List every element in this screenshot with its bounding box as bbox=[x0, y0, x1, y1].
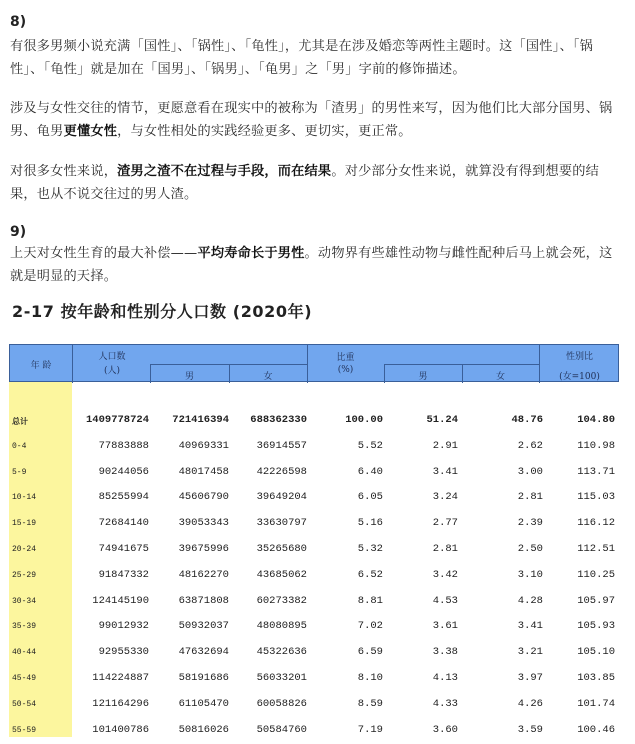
cell-ratio: 105.10 bbox=[577, 646, 615, 659]
cell-pct_m: 2.91 bbox=[432, 439, 458, 452]
cell-pct: 8.59 bbox=[357, 697, 383, 710]
cell-total: 77883888 bbox=[98, 439, 149, 452]
table-row bbox=[9, 408, 619, 434]
cell-ratio: 105.93 bbox=[577, 620, 615, 633]
cell-pct_f: 3.59 bbox=[517, 723, 543, 736]
cell-total: 72684140 bbox=[98, 517, 149, 530]
table-row bbox=[9, 718, 619, 744]
cell-pct_f: 2.50 bbox=[517, 543, 543, 555]
cell-male: 58191686 bbox=[178, 672, 229, 684]
cell-pct_m: 3.38 bbox=[432, 646, 458, 659]
cell-female: 50584760 bbox=[256, 723, 307, 736]
cell-male: 48017458 bbox=[178, 465, 229, 478]
cell-male: 39053343 bbox=[178, 517, 229, 530]
paragraph-text: 。动物界有些雄性动物与雌性配种后马上就会死，这就是明显的天择。 bbox=[10, 246, 613, 284]
cell-ratio: 115.03 bbox=[577, 491, 615, 504]
cell-male: 61105470 bbox=[178, 697, 229, 710]
cell-pct_f: 3.10 bbox=[517, 568, 543, 581]
paragraph-text: 。对少部分女性来说，就算没有得到想要的结果，也从不说交往过的男人渣。 bbox=[10, 164, 600, 202]
cell-pct_f: 2.39 bbox=[517, 517, 543, 530]
section-9-number: 9) bbox=[10, 224, 27, 240]
cell-female: 60058826 bbox=[256, 697, 307, 710]
cell-total: 74941675 bbox=[98, 543, 149, 555]
table-row bbox=[9, 434, 619, 460]
cell-pct_m: 3.61 bbox=[432, 620, 458, 633]
cell-pct: 7.02 bbox=[357, 620, 383, 633]
table-row bbox=[9, 692, 619, 718]
cell-female: 56033201 bbox=[256, 672, 307, 684]
cell-pct: 6.59 bbox=[357, 646, 383, 659]
cell-total: 92955330 bbox=[98, 646, 149, 659]
cell-pct_m: 3.60 bbox=[432, 723, 458, 736]
population-table bbox=[9, 344, 619, 737]
header-ratio-unit: (%) bbox=[337, 365, 354, 375]
cell-male: 50932037 bbox=[178, 620, 229, 633]
cell-ratio: 116.12 bbox=[577, 517, 615, 530]
cell-total: 121164296 bbox=[92, 697, 149, 710]
cell-age: 45-49 bbox=[12, 674, 37, 683]
cell-male: 40969331 bbox=[178, 439, 229, 452]
emphasis-text: 渣男之渣不在过程与手段，而在结果 bbox=[117, 164, 332, 179]
cell-age: 30-34 bbox=[12, 596, 37, 606]
cell-pct_m: 3.42 bbox=[432, 568, 458, 581]
header-ratio: 比重 bbox=[336, 353, 355, 363]
cell-pct_f: 4.26 bbox=[517, 697, 543, 710]
cell-age: 10-14 bbox=[12, 493, 37, 503]
cell-total: 99012932 bbox=[98, 620, 149, 633]
table-row bbox=[9, 666, 619, 692]
cell-male: 721416394 bbox=[172, 414, 229, 426]
cell-pct_f: 48.76 bbox=[511, 414, 543, 426]
cell-pct_m: 51.24 bbox=[426, 414, 458, 426]
table-row bbox=[9, 640, 619, 666]
cell-age: 35-39 bbox=[12, 622, 37, 632]
cell-male: 63871808 bbox=[178, 594, 229, 607]
table-row bbox=[9, 563, 619, 589]
cell-age: 50-54 bbox=[12, 699, 37, 709]
table-header bbox=[9, 344, 619, 382]
cell-age: 25-29 bbox=[12, 570, 37, 580]
table-row bbox=[9, 485, 619, 511]
cell-total: 124145190 bbox=[92, 594, 149, 607]
cell-pct: 6.05 bbox=[357, 491, 383, 504]
cell-female: 42226598 bbox=[256, 465, 307, 478]
cell-age: 55-59 bbox=[12, 725, 37, 735]
cell-female: 45322636 bbox=[256, 646, 307, 659]
header-female-pct: 女 bbox=[495, 372, 505, 382]
cell-pct: 8.81 bbox=[357, 594, 383, 607]
header-age: 年 龄 bbox=[30, 361, 52, 371]
cell-pct_f: 3.21 bbox=[517, 646, 543, 659]
table-row bbox=[9, 537, 619, 563]
cell-pct: 8.10 bbox=[357, 672, 383, 684]
header-sex-ratio-unit: (女=100) bbox=[559, 372, 600, 382]
cell-pct: 7.19 bbox=[357, 723, 383, 736]
paragraph-text: ，与女性相处的实践经验更多、更切实，更正常。 bbox=[117, 124, 412, 139]
table-row bbox=[9, 460, 619, 486]
cell-age: 5-9 bbox=[12, 467, 27, 477]
cell-female: 60273382 bbox=[256, 594, 307, 607]
cell-pct: 100.00 bbox=[345, 414, 383, 426]
cell-pct_f: 2.81 bbox=[517, 491, 543, 504]
cell-ratio: 100.46 bbox=[577, 723, 615, 736]
cell-pct_m: 4.33 bbox=[432, 697, 458, 710]
cell-total: 91847332 bbox=[98, 568, 149, 581]
cell-ratio: 105.97 bbox=[577, 594, 615, 607]
table-row bbox=[9, 511, 619, 537]
cell-pct_m: 2.81 bbox=[432, 543, 458, 555]
cell-pct_f: 3.41 bbox=[517, 620, 543, 633]
cell-age: 15-19 bbox=[12, 519, 37, 529]
cell-ratio: 113.71 bbox=[577, 465, 615, 478]
cell-total: 114224887 bbox=[92, 672, 149, 684]
table-title: 2-17 按年龄和性别分人口数 (2020年) bbox=[12, 302, 313, 321]
cell-pct: 5.52 bbox=[357, 439, 383, 452]
cell-ratio: 110.25 bbox=[577, 568, 615, 581]
paragraph-text: 有很多男频小说充满「国性」、「锅性」、「龟性」，尤其是在涉及婚恋等两性主题时。这「国性」、「锅性」、「龟性」就是加在「国男」、「锅男」、「龟男」之「男」字前的修饰描述。 bbox=[10, 39, 594, 77]
cell-age: 0-4 bbox=[12, 441, 27, 451]
cell-pct_m: 2.77 bbox=[432, 517, 458, 530]
cell-total: 90244056 bbox=[98, 465, 149, 478]
cell-total: 101400786 bbox=[92, 723, 149, 736]
header-female: 女 bbox=[263, 372, 273, 382]
cell-age: 总计 bbox=[12, 418, 28, 427]
table-row bbox=[9, 614, 619, 640]
cell-male: 48162270 bbox=[178, 568, 229, 581]
paragraph-text: 涉及与女性交往的情节，更愿意看在现实中的被称为「渣男」的男性来写，因为他们比大部分国男、锅男、龟男 bbox=[10, 101, 613, 139]
cell-pct_f: 4.28 bbox=[517, 594, 543, 607]
cell-ratio: 103.85 bbox=[577, 672, 615, 684]
section-8-number: 8) bbox=[10, 14, 27, 30]
cell-pct: 6.40 bbox=[357, 465, 383, 478]
cell-age: 20-24 bbox=[12, 545, 37, 554]
cell-female: 39649204 bbox=[256, 491, 307, 504]
header-sex-ratio: 性别比 bbox=[565, 352, 593, 362]
cell-pct_m: 4.13 bbox=[432, 672, 458, 684]
section-8-paragraph-1 bbox=[10, 35, 622, 81]
cell-female: 36914557 bbox=[256, 439, 307, 452]
cell-male: 50816026 bbox=[178, 723, 229, 736]
emphasis-text: 平均寿命长于男性 bbox=[197, 246, 305, 261]
header-male: 男 bbox=[184, 372, 194, 382]
cell-female: 33630797 bbox=[256, 517, 307, 530]
cell-female: 43685062 bbox=[256, 568, 307, 581]
cell-total: 1409778724 bbox=[85, 414, 149, 426]
cell-pct: 6.52 bbox=[357, 568, 383, 581]
cell-female: 688362330 bbox=[250, 414, 307, 426]
header-male-pct: 男 bbox=[418, 372, 428, 382]
cell-ratio: 101.74 bbox=[577, 697, 615, 710]
cell-female: 35265680 bbox=[256, 543, 307, 555]
cell-pct_m: 3.41 bbox=[432, 465, 458, 478]
cell-male: 45606790 bbox=[178, 491, 229, 504]
cell-pct: 5.16 bbox=[357, 517, 383, 530]
cell-ratio: 104.80 bbox=[577, 414, 615, 426]
cell-male: 39675996 bbox=[178, 543, 229, 555]
cell-female: 48080895 bbox=[256, 620, 307, 633]
cell-pct_m: 3.24 bbox=[432, 491, 458, 504]
header-population-unit: (人) bbox=[103, 366, 121, 376]
section-8-paragraph-2 bbox=[10, 97, 622, 143]
section-9-paragraph bbox=[10, 242, 622, 288]
section-8-paragraph-3 bbox=[10, 160, 622, 206]
cell-total: 85255994 bbox=[98, 491, 149, 504]
cell-male: 47632694 bbox=[178, 646, 229, 659]
cell-pct_m: 4.53 bbox=[432, 594, 458, 607]
header-divider bbox=[150, 364, 307, 365]
table-row bbox=[9, 589, 619, 615]
cell-pct: 5.32 bbox=[357, 543, 383, 555]
header-population: 人口数 bbox=[98, 352, 126, 362]
paragraph-text: 上天对女性生育的最大补偿—— bbox=[10, 246, 198, 261]
cell-ratio: 110.98 bbox=[577, 439, 615, 452]
cell-pct_f: 3.97 bbox=[517, 672, 543, 684]
cell-pct_f: 3.00 bbox=[517, 465, 543, 478]
paragraph-text: 对很多女性来说， bbox=[10, 164, 118, 179]
header-divider bbox=[384, 364, 539, 365]
cell-age: 40-44 bbox=[12, 648, 37, 658]
cell-pct_f: 2.62 bbox=[517, 439, 543, 452]
cell-ratio: 112.51 bbox=[577, 543, 615, 555]
emphasis-text: 更懂女性 bbox=[63, 124, 118, 139]
